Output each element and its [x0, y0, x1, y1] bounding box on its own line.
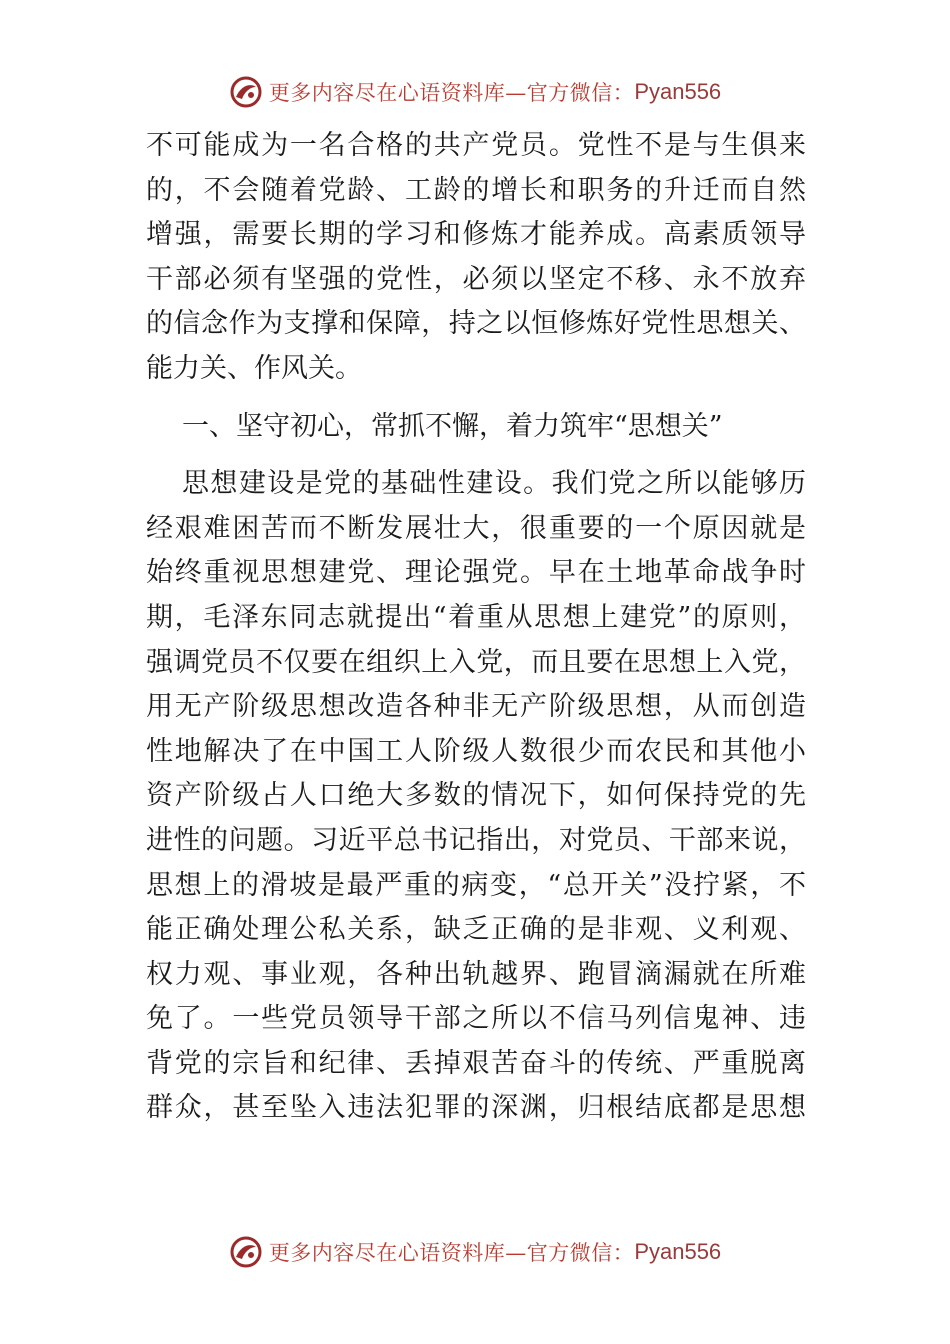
heading-line: 一、坚守初心，常抓不懈，着力筑牢“思想关” [182, 410, 723, 442]
text-line: 的，不会随着党龄、工龄的增长和职务的升迁而自然 [146, 174, 806, 206]
text-line: 免了。一些党员领导干部之所以不信马列信鬼神、违 [146, 1003, 806, 1035]
text-line: 不可能成为一名合格的共产党员。党性不是与生俱来 [146, 130, 806, 161]
text-line: 思想上的滑坡是最严重的病变，“总开关”没拧紧，不 [146, 869, 806, 901]
text-line: 干部必须有坚强的党性，必须以坚定不移、永不放弃 [146, 263, 806, 295]
text-line: 背党的宗旨和纪律、丢掉艰苦奋斗的传统、严重脱离 [146, 1047, 806, 1079]
text-line: 群众，甚至坠入违法犯罪的深渊，归根结底都是思想 [146, 1092, 806, 1124]
paragraph [146, 124, 806, 392]
document-body [146, 124, 806, 1131]
red-seal-logo-icon [229, 75, 263, 109]
section-heading [146, 405, 806, 450]
text-line: 始终重视思想建党、理论强党。早在土地革命战争时 [146, 557, 806, 589]
text-line: 进性的问题。习近平总书记指出，对党员、干部来说， [146, 824, 806, 856]
text-line: 增强，需要长期的学习和修炼才能养成。高素质领导 [146, 219, 806, 251]
text-line: 能正确处理公私关系，缺乏正确的是非观、义利观、 [146, 914, 806, 946]
banner-slogan: 更多内容尽在心语资料库—官方微信： [268, 1241, 635, 1265]
text-line: 思想建设是党的基础性建设。我们党之所以能够历 [182, 468, 806, 500]
footer-banner [0, 1232, 950, 1272]
banner-slogan: 更多内容尽在心语资料库—官方微信： [268, 81, 635, 105]
text-line: 强调党员不仅要在组织上入党，而且要在思想上入党， [146, 646, 806, 678]
text-line: 期，毛泽东同志就提出“着重从思想上建党”的原则， [146, 601, 806, 633]
banner-wechat-id: Pyan556 [634, 79, 722, 104]
text-line: 权力观、事业观，各种出轨越界、跑冒滴漏就在所难 [146, 958, 806, 990]
text-line: 性地解决了在中国工人阶级人数很少而农民和其他小 [146, 735, 806, 767]
text-line: 经艰难困苦而不断发展壮大，很重要的一个原因就是 [146, 512, 806, 544]
text-line: 能力关、作风关。 [146, 352, 362, 384]
header-banner [0, 72, 950, 112]
text-line: 资产阶级占人口绝大多数的情况下，如何保持党的先 [146, 780, 806, 812]
banner-wechat-id: Pyan556 [634, 1239, 722, 1264]
text-line: 用无产阶级思想改造各种非无产阶级思想，从而创造 [146, 691, 806, 723]
red-seal-logo-icon [229, 1235, 263, 1269]
paragraph [146, 462, 806, 1131]
text-line: 的信念作为支撑和保障，持之以恒修炼好党性思想关、 [146, 308, 806, 340]
